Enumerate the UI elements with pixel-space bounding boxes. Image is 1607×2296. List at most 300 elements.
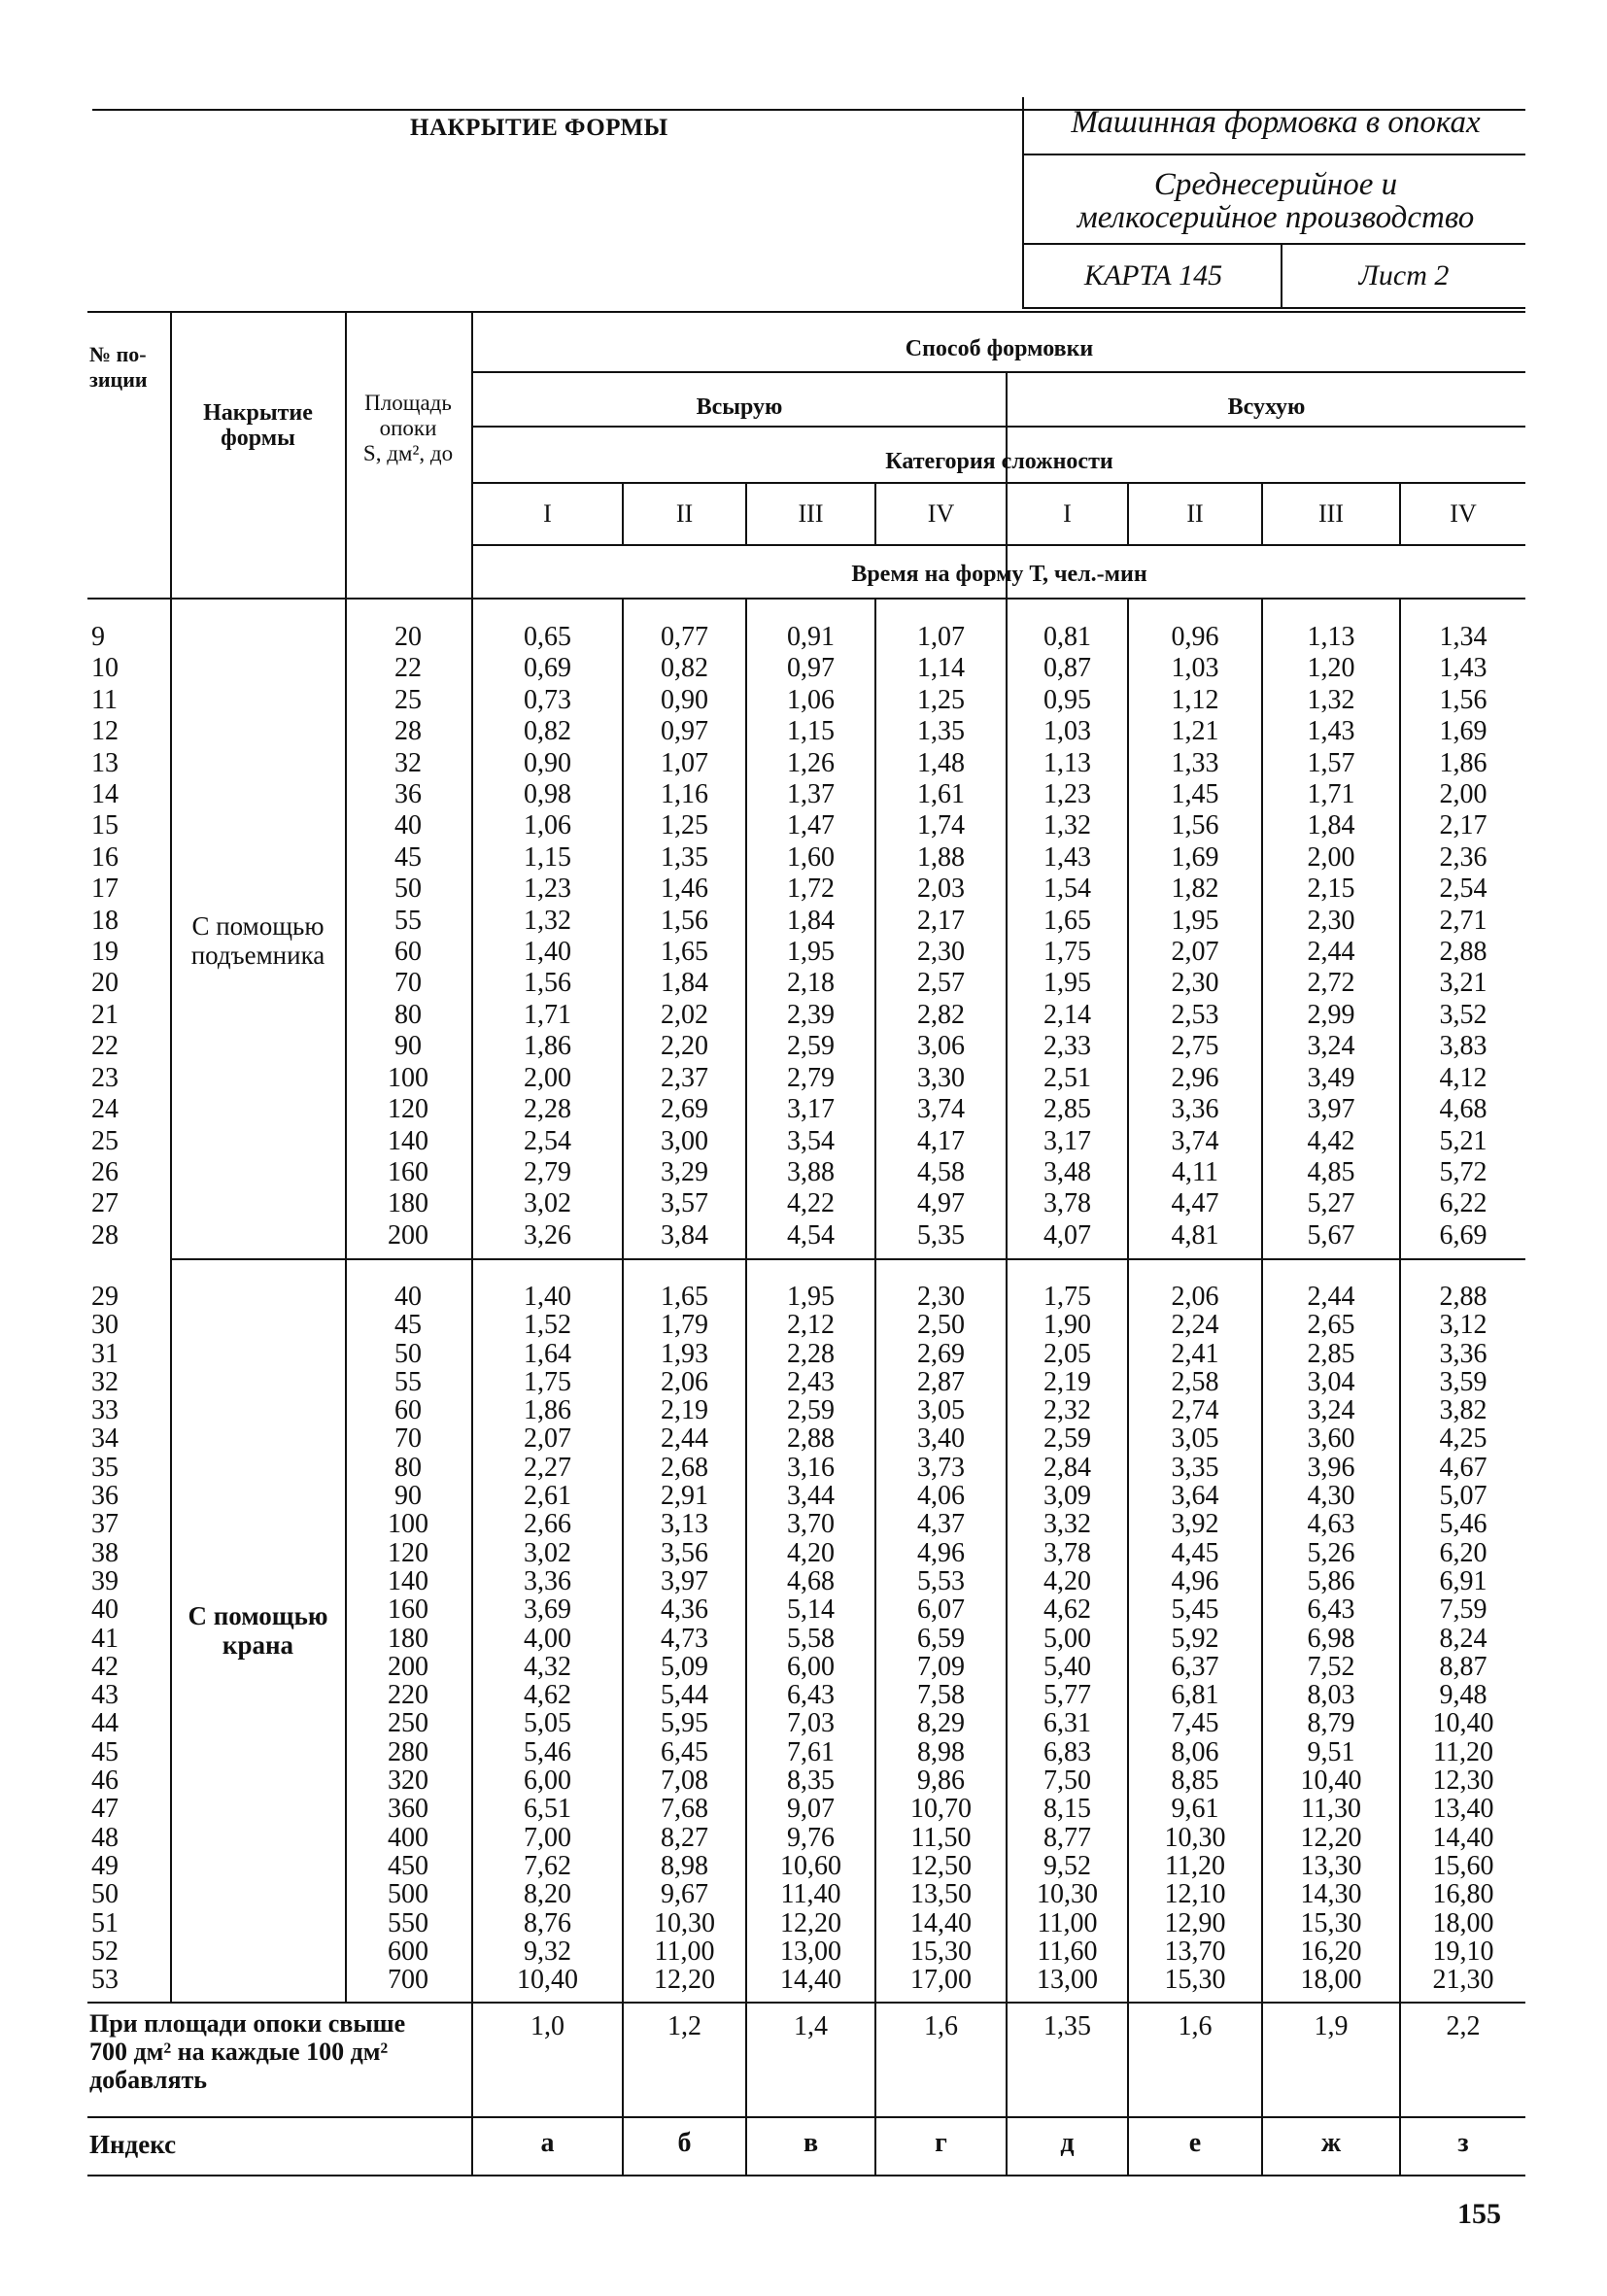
area-value: 120 — [388, 1537, 428, 1568]
time-value: 15,30 — [910, 1936, 972, 1967]
add-value: 2,2 — [1446, 2011, 1481, 2041]
area-value: 50 — [394, 1338, 422, 1369]
time-value: 1,65 — [1043, 905, 1091, 936]
area-value: 220 — [388, 1680, 428, 1711]
time-value: 0,97 — [661, 716, 708, 747]
position-number: 20 — [91, 968, 119, 999]
time-value: 5,35 — [917, 1219, 965, 1251]
position-number: 40 — [91, 1594, 119, 1626]
time-value: 1,86 — [1439, 747, 1487, 778]
time-value: 1,45 — [1171, 779, 1219, 810]
page-title: НАКРЫТИЕ ФОРМЫ — [410, 115, 668, 141]
time-value: 0,98 — [524, 779, 571, 810]
time-column — [1263, 622, 1399, 1251]
time-value: 2,54 — [1439, 874, 1487, 905]
position-number: 32 — [91, 1366, 119, 1397]
time-value: 2,65 — [1307, 1310, 1355, 1341]
time-value: 2,96 — [1171, 1062, 1219, 1093]
time-value: 6,91 — [1439, 1565, 1487, 1596]
area-value: 32 — [394, 747, 422, 778]
time-value: 5,21 — [1439, 1125, 1487, 1156]
position-number: 49 — [91, 1850, 119, 1881]
index-label: Индекс — [89, 2130, 177, 2159]
time-value: 1,47 — [787, 810, 835, 841]
time-value: 5,26 — [1307, 1537, 1355, 1568]
time-value: 1,95 — [787, 937, 835, 968]
area-value: 180 — [388, 1623, 428, 1654]
position-number: 47 — [91, 1794, 119, 1825]
time-value: 3,70 — [787, 1509, 835, 1540]
time-value: 1,13 — [1043, 747, 1091, 778]
time-value: 15,60 — [1432, 1850, 1494, 1881]
time-value: 5,53 — [917, 1565, 965, 1596]
time-value: 4,11 — [1172, 1156, 1218, 1187]
time-value: 2,32 — [1043, 1395, 1091, 1426]
time-value: 8,79 — [1307, 1708, 1355, 1739]
cat-header: III — [798, 499, 824, 528]
time-value: 2,24 — [1171, 1310, 1219, 1341]
time-value: 1,35 — [661, 841, 708, 873]
time-value: 3,54 — [787, 1125, 835, 1156]
position-number: 36 — [91, 1481, 119, 1512]
time-value: 2,79 — [787, 1062, 835, 1093]
time-value: 12,20 — [1300, 1822, 1362, 1853]
time-value: 5,14 — [787, 1594, 835, 1626]
time-value: 3,02 — [524, 1537, 571, 1568]
index-letter: г — [935, 2128, 947, 2158]
time-value: 15,30 — [1164, 1965, 1226, 1996]
time-value: 2,44 — [661, 1423, 708, 1455]
time-value: 1,06 — [787, 684, 835, 715]
time-value: 13,00 — [780, 1936, 841, 1967]
time-value: 4,62 — [1043, 1594, 1091, 1626]
time-value: 13,00 — [1037, 1965, 1098, 1996]
time-value: 1,03 — [1043, 716, 1091, 747]
group2-areas — [347, 1283, 469, 1994]
time-column — [473, 1283, 622, 1994]
time-value: 2,71 — [1439, 905, 1487, 936]
time-value: 2,12 — [787, 1310, 835, 1341]
time-value: 2,74 — [1171, 1395, 1219, 1426]
time-value: 13,30 — [1300, 1850, 1362, 1881]
time-value: 3,96 — [1307, 1452, 1355, 1483]
time-value: 1,71 — [524, 999, 571, 1030]
time-value: 0,96 — [1171, 622, 1219, 652]
time-value: 7,62 — [524, 1850, 571, 1881]
card-number: КАРТА 145 — [1083, 259, 1223, 291]
time-column — [1008, 1283, 1127, 1994]
time-value: 2,85 — [1307, 1338, 1355, 1369]
time-value: 2,00 — [524, 1062, 571, 1093]
time-value: 8,06 — [1171, 1736, 1219, 1767]
production-line1: Среднесерийное и — [1153, 167, 1398, 202]
time-value: 11,30 — [1301, 1794, 1361, 1825]
time-column — [1129, 622, 1261, 1251]
position-number: 14 — [91, 779, 119, 810]
area-value: 160 — [388, 1594, 428, 1626]
time-value: 1,82 — [1171, 874, 1219, 905]
time-value: 1,69 — [1439, 716, 1487, 747]
time-value: 2,50 — [917, 1310, 965, 1341]
time-value: 2,43 — [787, 1366, 835, 1397]
index-letter: ж — [1320, 2128, 1342, 2158]
cat-header: IV — [1450, 499, 1477, 528]
time-value: 1,86 — [524, 1031, 571, 1062]
time-value: 2,17 — [917, 905, 965, 936]
time-value: 9,52 — [1043, 1850, 1091, 1881]
time-value: 1,07 — [661, 747, 708, 778]
time-value: 2,44 — [1307, 937, 1355, 968]
area-value: 200 — [388, 1219, 428, 1251]
time-value: 3,82 — [1439, 1395, 1487, 1426]
position-number: 15 — [91, 810, 119, 841]
time-value: 1,61 — [917, 779, 965, 810]
time-value: 2,88 — [1439, 1282, 1487, 1312]
area-value: 140 — [388, 1565, 428, 1596]
time-value: 14,30 — [1300, 1879, 1362, 1910]
time-value: 8,98 — [917, 1736, 965, 1767]
method-header: Способ формовки — [905, 336, 1094, 361]
time-value: 4,36 — [661, 1594, 708, 1626]
time-value: 11,20 — [1433, 1736, 1493, 1767]
time-value: 7,00 — [524, 1822, 571, 1853]
time-value: 11,60 — [1037, 1936, 1098, 1967]
time-value: 3,12 — [1439, 1310, 1487, 1341]
time-value: 3,21 — [1439, 968, 1487, 999]
time-value: 1,03 — [1171, 653, 1219, 684]
time-value: 10,40 — [517, 1965, 578, 1996]
time-value: 5,00 — [1043, 1623, 1091, 1654]
position-number: 44 — [91, 1708, 119, 1739]
time-value: 5,86 — [1307, 1565, 1355, 1596]
time-column — [624, 622, 745, 1251]
position-number: 13 — [91, 747, 119, 778]
area-value: 45 — [394, 841, 422, 873]
time-value: 1,13 — [1307, 622, 1355, 652]
time-value: 2,75 — [1171, 1031, 1219, 1062]
time-value: 3,30 — [917, 1062, 965, 1093]
time-value: 8,29 — [917, 1708, 965, 1739]
time-value: 8,77 — [1043, 1822, 1091, 1853]
time-value: 5,40 — [1043, 1651, 1091, 1682]
time-value: 18,00 — [1432, 1907, 1494, 1938]
time-value: 2,28 — [524, 1094, 571, 1125]
position-number: 17 — [91, 874, 119, 905]
area-value: 45 — [394, 1310, 422, 1341]
time-value: 1,75 — [1043, 1282, 1091, 1312]
area-value: 28 — [394, 716, 422, 747]
area-value: 40 — [394, 1282, 422, 1312]
time-value: 9,07 — [787, 1794, 835, 1825]
time-value: 1,32 — [524, 905, 571, 936]
area-value: 80 — [394, 1452, 422, 1483]
time-value: 12,30 — [1432, 1765, 1494, 1797]
time-value: 8,76 — [524, 1907, 571, 1938]
time-value: 3,24 — [1307, 1395, 1355, 1426]
time-column — [747, 622, 874, 1251]
time-value: 3,06 — [917, 1031, 965, 1062]
time-value: 3,56 — [661, 1537, 708, 1568]
add-value: 1,35 — [1043, 2011, 1091, 2041]
time-value: 3,24 — [1307, 1031, 1355, 1062]
time-value: 2,88 — [787, 1423, 835, 1455]
time-column — [747, 1283, 874, 1994]
time-value: 1,65 — [661, 937, 708, 968]
time-value: 5,92 — [1171, 1623, 1219, 1654]
position-number: 16 — [91, 841, 119, 873]
time-value: 5,77 — [1043, 1680, 1091, 1711]
area-value: 280 — [388, 1736, 428, 1767]
time-value: 7,50 — [1043, 1765, 1091, 1797]
time-value: 1,43 — [1307, 716, 1355, 747]
area-header: Площадь опоки S, дм², до — [362, 391, 454, 465]
time-value: 5,67 — [1307, 1219, 1355, 1251]
time-value: 11,00 — [1037, 1907, 1098, 1938]
area-value: 500 — [388, 1879, 428, 1910]
area-value: 160 — [388, 1156, 428, 1187]
time-value: 4,20 — [1043, 1565, 1091, 1596]
time-value: 2,30 — [917, 1282, 965, 1312]
time-value: 6,20 — [1439, 1537, 1487, 1568]
time-value: 5,72 — [1439, 1156, 1487, 1187]
time-value: 3,05 — [1171, 1423, 1219, 1455]
time-value: 17,00 — [910, 1965, 972, 1996]
time-column — [473, 622, 622, 1251]
time-value: 2,02 — [661, 999, 708, 1030]
time-column — [1401, 622, 1525, 1251]
time-value: 1,43 — [1439, 653, 1487, 684]
time-value: 5,58 — [787, 1623, 835, 1654]
time-value: 7,09 — [917, 1651, 965, 1682]
time-value: 0,91 — [787, 622, 835, 652]
area-value: 180 — [388, 1188, 428, 1219]
time-value: 1,46 — [661, 874, 708, 905]
group2-positions — [91, 1283, 167, 1994]
time-value: 12,10 — [1164, 1879, 1226, 1910]
time-value: 0,87 — [1043, 653, 1091, 684]
time-value: 4,12 — [1439, 1062, 1487, 1093]
time-value: 6,69 — [1439, 1219, 1487, 1251]
time-value: 2,51 — [1043, 1062, 1091, 1093]
area-value: 80 — [394, 999, 422, 1030]
time-value: 4,17 — [917, 1125, 965, 1156]
time-value: 4,96 — [1171, 1565, 1219, 1596]
time-value: 1,84 — [787, 905, 835, 936]
time-value: 10,30 — [1164, 1822, 1226, 1853]
add-value: 1,2 — [667, 2011, 701, 2041]
time-value: 2,88 — [1439, 937, 1487, 968]
time-column — [876, 1283, 1006, 1994]
time-column — [1401, 1283, 1525, 1994]
time-value: 2,03 — [917, 874, 965, 905]
time-value: 3,36 — [524, 1565, 571, 1596]
add-value: 1,4 — [794, 2011, 828, 2041]
time-value: 1,33 — [1171, 747, 1219, 778]
time-value: 1,25 — [661, 810, 708, 841]
time-value: 0,90 — [524, 747, 571, 778]
time-value: 5,46 — [524, 1736, 571, 1767]
time-value: 4,00 — [524, 1623, 571, 1654]
time-value: 2,28 — [787, 1338, 835, 1369]
time-value: 6,45 — [661, 1736, 708, 1767]
area-value: 20 — [394, 622, 422, 652]
time-value: 2,15 — [1307, 874, 1355, 905]
time-value: 1,15 — [524, 841, 571, 873]
time-value: 2,06 — [661, 1366, 708, 1397]
area-value: 400 — [388, 1822, 428, 1853]
time-value: 2,79 — [524, 1156, 571, 1187]
time-value: 1,64 — [524, 1338, 571, 1369]
time-value: 2,33 — [1043, 1031, 1091, 1062]
area-value: 25 — [394, 684, 422, 715]
position-number: 29 — [91, 1282, 119, 1312]
time-value: 11,20 — [1165, 1850, 1225, 1881]
time-value: 3,36 — [1171, 1094, 1219, 1125]
time-value: 1,34 — [1439, 622, 1487, 652]
time-value: 2,61 — [524, 1481, 571, 1512]
time-value: 6,59 — [917, 1623, 965, 1654]
time-value: 9,86 — [917, 1765, 965, 1797]
index-letter: з — [1457, 2128, 1469, 2158]
time-value: 6,37 — [1171, 1651, 1219, 1682]
time-value: 11,50 — [910, 1822, 972, 1853]
position-number: 48 — [91, 1822, 119, 1853]
time-value: 5,95 — [661, 1708, 708, 1739]
area-value: 100 — [388, 1509, 428, 1540]
time-value: 1,86 — [524, 1395, 571, 1426]
time-value: 1,93 — [661, 1338, 708, 1369]
position-number: 31 — [91, 1338, 119, 1369]
area-value: 100 — [388, 1062, 428, 1093]
time-value: 2,27 — [524, 1452, 571, 1483]
time-value: 14,40 — [1432, 1822, 1494, 1853]
time-value: 1,06 — [524, 810, 571, 841]
time-value: 10,70 — [910, 1794, 972, 1825]
time-value: 8,85 — [1171, 1765, 1219, 1797]
time-value: 2,41 — [1171, 1338, 1219, 1369]
pos-header: № по- зиции — [89, 342, 148, 392]
time-value: 7,45 — [1171, 1708, 1219, 1739]
production-line2: мелкосерийное производство — [1077, 200, 1475, 235]
time-value: 3,84 — [661, 1219, 708, 1251]
time-value: 2,54 — [524, 1125, 571, 1156]
time-value: 0,90 — [661, 684, 708, 715]
wet-header: Всырую — [696, 394, 783, 420]
time-value: 3,97 — [661, 1565, 708, 1596]
time-value: 3,52 — [1439, 999, 1487, 1030]
time-value: 4,45 — [1171, 1537, 1219, 1568]
time-value: 1,52 — [524, 1310, 571, 1341]
time-value: 3,02 — [524, 1188, 571, 1219]
position-number: 46 — [91, 1765, 119, 1797]
time-value: 5,09 — [661, 1651, 708, 1682]
time-value: 4,85 — [1307, 1156, 1355, 1187]
time-value: 4,63 — [1307, 1509, 1355, 1540]
time-value: 3,59 — [1439, 1366, 1487, 1397]
time-value: 3,73 — [917, 1452, 965, 1483]
area-value: 55 — [394, 1366, 422, 1397]
time-value: 3,40 — [917, 1423, 965, 1455]
area-value: 40 — [394, 810, 422, 841]
time-value: 2,30 — [1171, 968, 1219, 999]
time-value: 6,43 — [1307, 1594, 1355, 1626]
area-value: 22 — [394, 653, 422, 684]
position-number: 26 — [91, 1156, 119, 1187]
time-value: 3,44 — [787, 1481, 835, 1512]
time-header: Время на форму Т, чел.-мин — [851, 562, 1147, 587]
time-value: 1,56 — [524, 968, 571, 999]
time-value: 1,07 — [917, 622, 965, 652]
position-number: 11 — [91, 684, 118, 715]
time-value: 1,15 — [787, 716, 835, 747]
time-value: 1,16 — [661, 779, 708, 810]
time-value: 1,75 — [1043, 937, 1091, 968]
time-value: 1,90 — [1043, 1310, 1091, 1341]
time-value: 5,27 — [1307, 1188, 1355, 1219]
area-value: 120 — [388, 1094, 428, 1125]
time-value: 1,79 — [661, 1310, 708, 1341]
time-value: 0,65 — [524, 622, 571, 652]
time-value: 4,58 — [917, 1156, 965, 1187]
position-number: 37 — [91, 1509, 119, 1540]
position-number: 28 — [91, 1219, 119, 1251]
time-value: 10,40 — [1300, 1765, 1362, 1797]
time-column — [624, 1283, 745, 1994]
time-value: 5,44 — [661, 1680, 708, 1711]
position-number: 21 — [91, 999, 119, 1030]
time-value: 8,24 — [1439, 1623, 1487, 1654]
time-value: 3,04 — [1307, 1366, 1355, 1397]
time-value: 3,35 — [1171, 1452, 1219, 1483]
time-value: 1,25 — [917, 684, 965, 715]
time-value: 5,07 — [1439, 1481, 1487, 1512]
time-value: 2,59 — [787, 1395, 835, 1426]
index-letter: в — [803, 2128, 819, 2158]
time-value: 2,72 — [1307, 968, 1355, 999]
time-value: 4,22 — [787, 1188, 835, 1219]
time-value: 4,32 — [524, 1651, 571, 1682]
group1-positions — [91, 622, 167, 1251]
time-value: 1,57 — [1307, 747, 1355, 778]
time-value: 4,68 — [787, 1565, 835, 1596]
time-value: 4,73 — [661, 1623, 708, 1654]
time-value: 3,17 — [1043, 1125, 1091, 1156]
time-value: 3,09 — [1043, 1481, 1091, 1512]
time-value: 6,81 — [1171, 1680, 1219, 1711]
method-subtitle: Машинная формовка в опоках — [1071, 105, 1481, 140]
time-value: 1,88 — [917, 841, 965, 873]
time-value: 1,23 — [1043, 779, 1091, 810]
time-value: 12,50 — [910, 1850, 972, 1881]
time-value: 2,99 — [1307, 999, 1355, 1030]
time-value: 1,37 — [787, 779, 835, 810]
time-value: 2,91 — [661, 1481, 708, 1512]
add-value: 1,0 — [530, 2011, 564, 2041]
time-value: 4,67 — [1439, 1452, 1487, 1483]
time-value: 6,31 — [1043, 1708, 1091, 1739]
area-value: 70 — [394, 1423, 422, 1455]
time-value: 4,97 — [917, 1188, 965, 1219]
position-number: 30 — [91, 1310, 119, 1341]
time-value: 9,51 — [1307, 1736, 1355, 1767]
time-value: 1,23 — [524, 874, 571, 905]
time-value: 2,37 — [661, 1062, 708, 1093]
position-number: 50 — [91, 1879, 119, 1910]
area-value: 450 — [388, 1850, 428, 1881]
time-value: 8,20 — [524, 1879, 571, 1910]
time-value: 4,81 — [1171, 1219, 1219, 1251]
group1-label: С помощью подъемника — [190, 911, 325, 970]
